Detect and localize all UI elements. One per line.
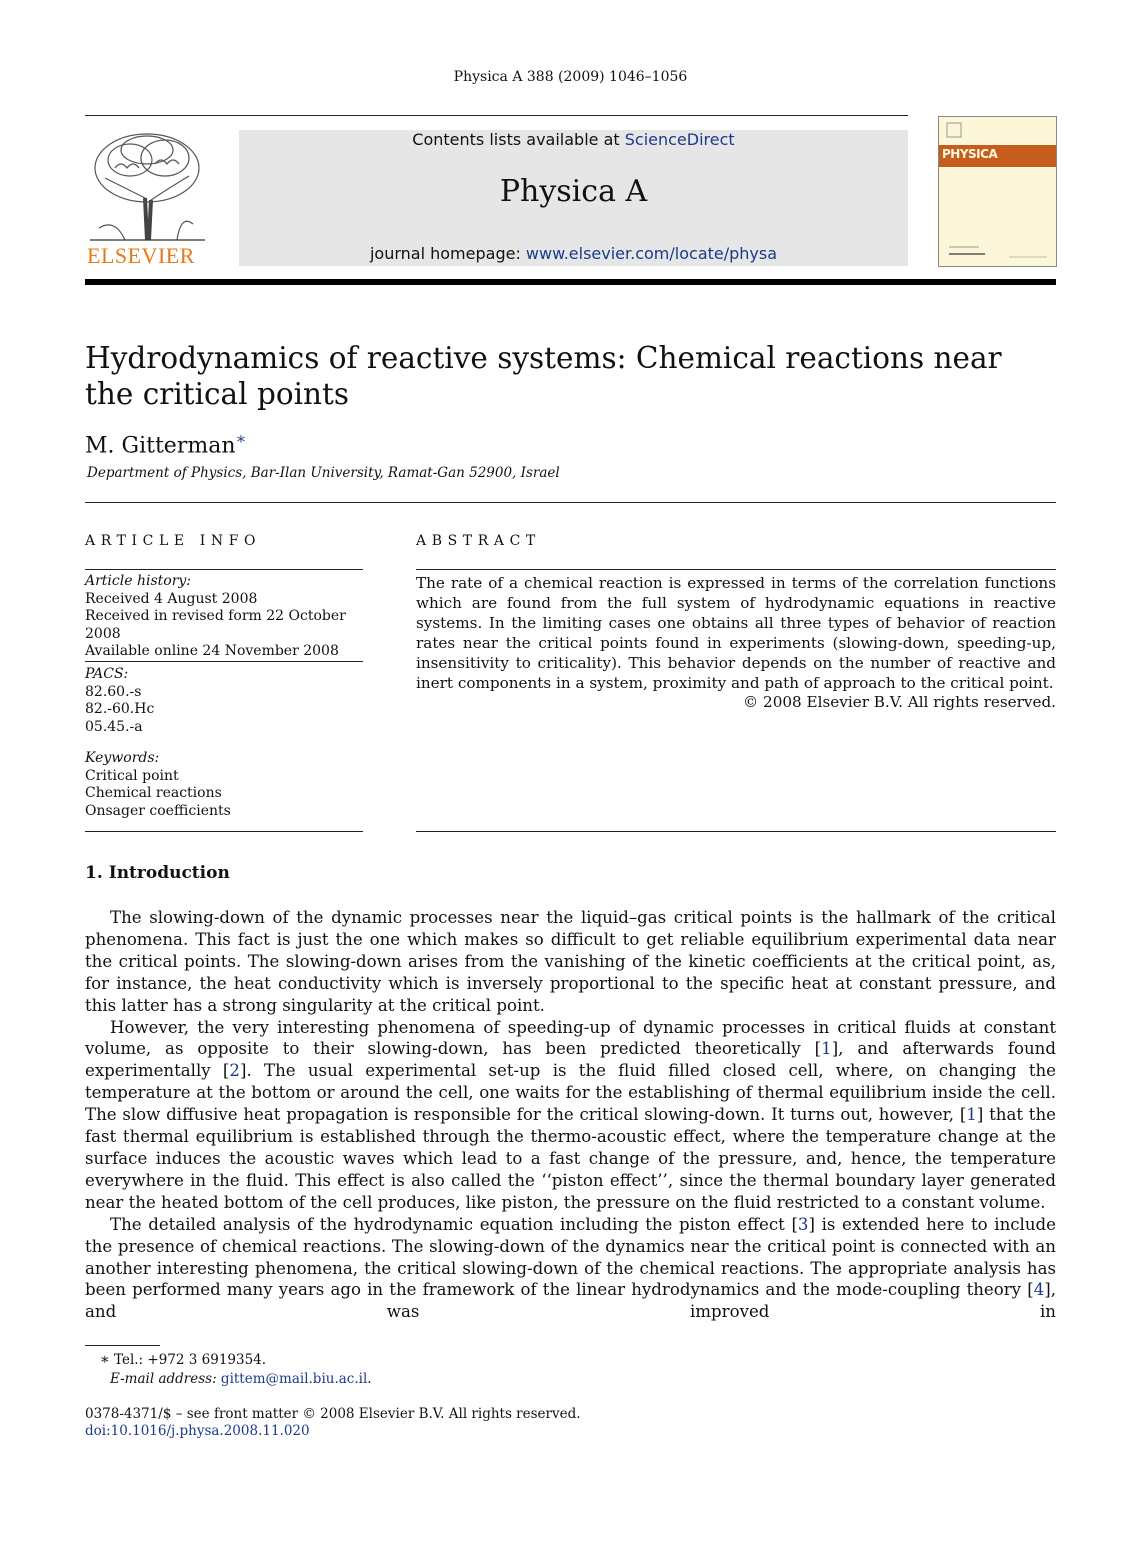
abstract-copyright: © 2008 Elsevier B.V. All rights reserved.: [743, 693, 1056, 711]
paragraph: [85, 1017, 1056, 1214]
article-history: [85, 573, 365, 661]
keywords-label: Keywords:: [85, 750, 160, 766]
journal-homepage-link[interactable]: www.elsevier.com/locate/physa: [525, 244, 778, 263]
section-heading: [85, 863, 230, 883]
author-footnote-mark[interactable]: ∗: [235, 429, 247, 448]
article-info-heading: ARTICLE INFO: [85, 533, 262, 549]
footnote-tel: Tel.: +972 3 6919354.: [114, 1352, 267, 1368]
text-run: ]. The usual experimental set-up is the fluid filled closed cell, where, on changing the temperature at the bottom or around the cell, one waits for the establishing of thermal equilibrium inside the cell. The slow diffusive heat propagation is responsible for the critical slowing-down. It turns out, however, [: [85, 1061, 1056, 1125]
author-name: M. Gitterman: [85, 433, 236, 459]
email-label: E-mail address:: [110, 1371, 221, 1387]
paragraph: [85, 1214, 1056, 1324]
keyword-item: Critical point: [85, 767, 179, 784]
footnote-mark: ∗: [99, 1350, 110, 1368]
email-end: .: [367, 1371, 372, 1387]
footnote-tel-line: [85, 1350, 372, 1370]
abstract-rule: [416, 831, 1056, 832]
history-item: Received in revised form 22 October 2008: [85, 608, 346, 642]
citation-link[interactable]: 4: [1033, 1280, 1045, 1300]
email-link[interactable]: gittem@mail.biu.ac.il: [220, 1371, 368, 1387]
elsevier-logo[interactable]: [85, 128, 210, 270]
keyword-item: Onsager coefficients: [85, 802, 231, 819]
keyword-item: Chemical reactions: [85, 785, 222, 801]
pacs-codes: [85, 666, 365, 736]
author-footnote: [85, 1350, 372, 1389]
journal-header-box: [239, 130, 908, 266]
citation-link[interactable]: 3: [797, 1214, 809, 1234]
article-info-rule: [85, 661, 363, 662]
citation-link[interactable]: 1: [821, 1039, 832, 1059]
contents-prefix: Contents lists available at: [412, 130, 625, 149]
footnote-rule: [85, 1345, 160, 1346]
homepage-line: [239, 244, 908, 263]
article-title: Hydrodynamics of reactive systems: Chemical reactions near the critical points: [85, 341, 1002, 411]
pacs-label: PACS:: [85, 666, 129, 682]
text-run: ], and was improved in: [85, 1280, 1056, 1322]
pacs-item: 05.45.-a: [85, 718, 143, 735]
citation-link[interactable]: 2: [229, 1061, 240, 1081]
citation-link[interactable]: 1: [966, 1105, 977, 1125]
keywords: [85, 750, 365, 820]
history-item: Received 4 August 2008: [85, 590, 258, 607]
abstract-text: The rate of a chemical reaction is expressed in terms of the correlation functions which are found from the full system of hydrodynamic equations in reactive systems. In the limiting cases one obtains all three types of behavior of reaction rates near the critical points found in experiments (slowing-down, speeding-up, insensitivity to criticality). This behavior depends on the number of reactive and inert components in a system, proximity and path of approach to the critical point.: [416, 574, 1056, 692]
doi-link[interactable]: doi:10.1016/j.physa.2008.11.020: [85, 1423, 310, 1439]
history-item: Available online 24 November 2008: [85, 643, 339, 659]
issn-line: 0378-4371/$ – see front matter © 2008 Elsevier B.V. All rights reserved.: [85, 1406, 581, 1422]
pacs-item: 82.-60.Hc: [85, 701, 155, 717]
article-info-rule: [85, 831, 363, 832]
cover-title: PHYSICA: [942, 147, 998, 161]
homepage-prefix: journal homepage:: [369, 244, 526, 263]
abstract-rule: [416, 569, 1056, 570]
body-text: [85, 907, 1056, 1323]
elsevier-wordmark: ELSEVIER: [87, 243, 195, 268]
title-rule: [85, 502, 1056, 503]
author-line: [85, 429, 246, 458]
sciencedirect-link[interactable]: ScienceDirect: [624, 130, 735, 149]
section-title: Introduction: [108, 863, 230, 883]
footnote-email-line: [85, 1370, 372, 1389]
text-run: ] that the fast thermal equilibrium is established through the thermo-acoustic effect, where the temperature change at the surface induces the acoustic waves which lead to a fast change of the pressure, and, hence, the temperature everywhere in the fluid. This effect is also called the ‘‘piston effect’’, since the thermal boundary layer generated near the heated bottom of the cell produces, like piston, the pressure on the fluid restricted to a constant volume.: [85, 1105, 1056, 1212]
top-rule: [85, 115, 908, 116]
text-run: ] is extended here to include the presence of chemical reactions. The slowing-down of the dynamics near the critical point is connected with an another interesting phenomena, the critical slowing-down of the chemical reactions. The appropriate analysis has been performed many years ago in the framework of the linear hydrodynamics and the mode-coupling theory [: [85, 1214, 1056, 1300]
pacs-item: 82.60.-s: [85, 683, 142, 700]
history-label: Article history:: [85, 573, 192, 589]
front-matter: [85, 1406, 581, 1440]
author-affiliation: Department of Physics, Bar-Ilan University, Ramat-Gan 52900, Israel: [87, 465, 560, 481]
cover-decoration-icon: [939, 117, 1056, 266]
section-number: 1.: [85, 863, 103, 883]
text-run: However, the very interesting phenomena of speeding-up of dynamic processes in critical fluids at constant volume, as opposite to their slowing-down, has been predicted theoretically [: [85, 1017, 1056, 1059]
text-run: ], and afterwards found experimentally [: [85, 1039, 1056, 1081]
contents-line: [239, 130, 908, 149]
elsevier-tree-icon: [85, 128, 210, 243]
journal-reference: Physica A 388 (2009) 1046–1056: [453, 69, 688, 85]
text-run: The detailed analysis of the hydrodynamic equation including the piston effect [: [110, 1214, 798, 1234]
article-info-rule: [85, 569, 363, 570]
paragraph: The slowing-down of the dynamic processes near the liquid–gas critical points is the hallmark of the critical phenomena. This fact is just the one which makes so difficult to get reliable equilibrium experimental data near the critical points. The slowing-down arises from the vanishing of the kinetic coefficients at the critical point, as, for instance, the heat conductivity which is inversely proportional to the specific heat at constant pressure, and this latter has a strong singularity at the critical point.: [85, 908, 1056, 1015]
journal-cover-thumbnail[interactable]: [938, 116, 1057, 267]
abstract-heading: ABSTRACT: [416, 533, 541, 549]
header-thick-rule: [85, 279, 1056, 285]
journal-name: Physica A: [499, 174, 648, 209]
